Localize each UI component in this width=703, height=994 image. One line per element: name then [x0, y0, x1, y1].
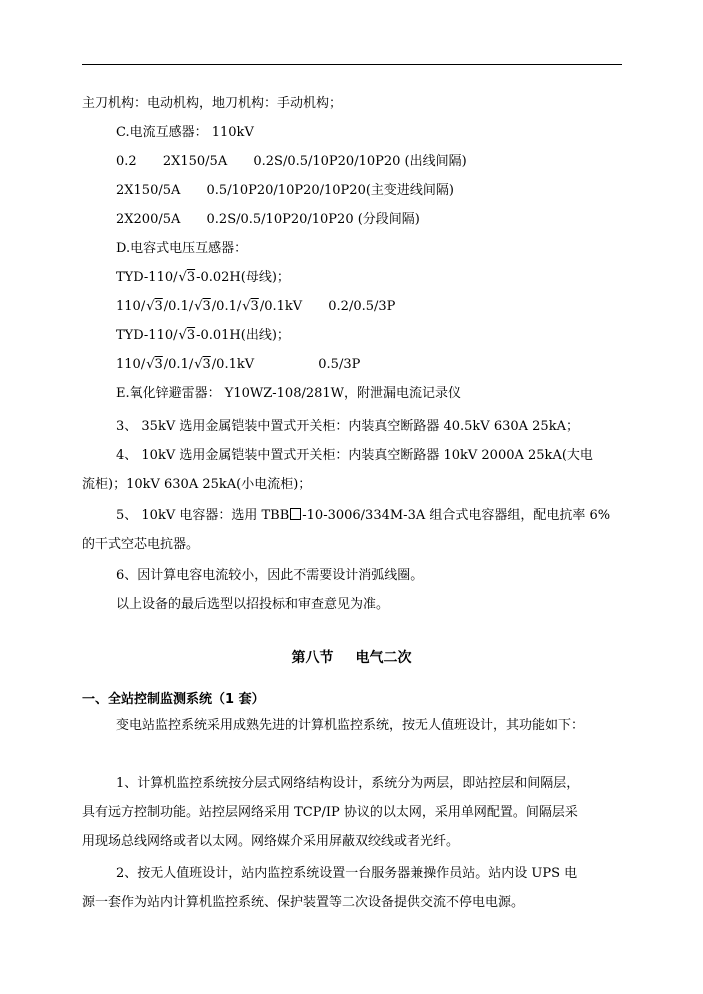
sqrt-symbol: √3 [194, 299, 211, 314]
text-span: 0.2/0.5/3P [328, 299, 396, 314]
text-span: 0.2S/0.5/10P20/10P20 (分段间隔) [206, 212, 420, 227]
text-span: 110/ [116, 357, 146, 372]
checkbox-square-icon [290, 508, 301, 520]
text-span: 2X150/5A [162, 154, 228, 169]
text-span: -10-3006/334M-3A 组合式电容器组，配电抗率 6% [302, 508, 611, 523]
text-span: 2X200/5A [116, 212, 181, 227]
paragraph-line: 源一套作为站内计算机监控系统、保护装置等二次设备提供交流不停电电源。 [82, 895, 525, 910]
text-span: 5、 10kV 电容器：选用 TBB [116, 508, 290, 523]
text-line [116, 269, 290, 287]
text-line [116, 507, 610, 525]
paragraph-line: 2、按无人值班设计，站内监控系统设置一台服务器兼操作员站。站内设 UPS 电 [116, 866, 578, 881]
text-line: 4、 10kV 选用金属铠装中置式开关柜：内装真空断路器 10kV 2000A 25kA(大电 [116, 448, 593, 463]
section-title: 第八节 电气二次 [291, 650, 412, 666]
text-line: E.氧化锌避雷器： Y10WZ-108/281W，附泄漏电流记录仪 [116, 386, 462, 401]
text-span: 110/ [116, 299, 146, 314]
sqrt-symbol: √3 [178, 328, 196, 343]
sqrt-symbol: √3 [146, 357, 163, 372]
text-line [116, 327, 290, 345]
text-span: 0.5/3P [318, 357, 361, 372]
section-subtitle: 一、全站控制监测系统（1 套） [82, 692, 265, 707]
paragraph-line: 具有远方控制功能。站控层网络采用 TCP/IP 协议的以太网，采用单网配置。间隔层采 [82, 805, 578, 820]
text-line: 主刀机构：电动机构，地刀机构：手动机构； [82, 96, 343, 111]
text-line: D.电容式电压互感器： [116, 241, 248, 256]
text-span: 0.5/10P20/10P20/10P20(主变进线间隔) [206, 183, 454, 198]
text-line [116, 298, 395, 316]
sqrt-symbol: √3 [178, 270, 196, 285]
text-line [116, 211, 420, 229]
text-line [116, 182, 454, 200]
text-span: 0.2S/0.5/10P20/10P20 (出线间隔) [253, 154, 467, 169]
paragraph-line: 变电站监控系统采用成熟先进的计算机监控系统，按无人值班设计，其功能如下： [116, 718, 585, 733]
text-span: /0.1/ [163, 357, 194, 372]
sqrt-symbol: √3 [146, 299, 163, 314]
text-line [116, 356, 360, 374]
sqrt-symbol: √3 [194, 357, 211, 372]
text-span: /0.1/ [211, 299, 242, 314]
paragraph-line: 1、计算机监控系统按分层式网络结构设计，系统分为两层，即站控层和间隔层， [116, 776, 580, 791]
text-span: 2X150/5A [116, 183, 181, 198]
text-line: 的干式空芯电抗器。 [82, 537, 200, 552]
text-line: 以上设备的最后选型以招投标和审查意见为准。 [116, 597, 390, 612]
text-line: 流柜)；10kV 630A 25kA(小电流柜)； [82, 477, 312, 492]
text-line: C.电流互感器： 110kV [116, 125, 254, 140]
text-line [116, 153, 467, 171]
text-span: /0.1kV [259, 299, 303, 314]
paragraph-line: 用现场总线网络或者以太网。网络媒介采用屏蔽双绞线或者光纤。 [82, 834, 460, 849]
header-rule [82, 64, 622, 65]
text-span: /0.1/ [163, 299, 194, 314]
text-span: -0.02H(母线)； [196, 270, 290, 285]
text-span: TYD-110/ [116, 270, 178, 285]
text-span: /0.1kV [211, 357, 255, 372]
sqrt-symbol: √3 [242, 299, 259, 314]
text-span: 0.2 [116, 154, 137, 169]
text-span: TYD-110/ [116, 328, 178, 343]
text-line: 6、因计算电容电流较小，因此不需要设计消弧线圈。 [116, 568, 424, 583]
text-line: 3、 35kV 选用金属铠装中置式开关柜：内装真空断路器 40.5kV 630A 25kA； [116, 419, 579, 434]
text-span: -0.01H(出线)； [196, 328, 290, 343]
